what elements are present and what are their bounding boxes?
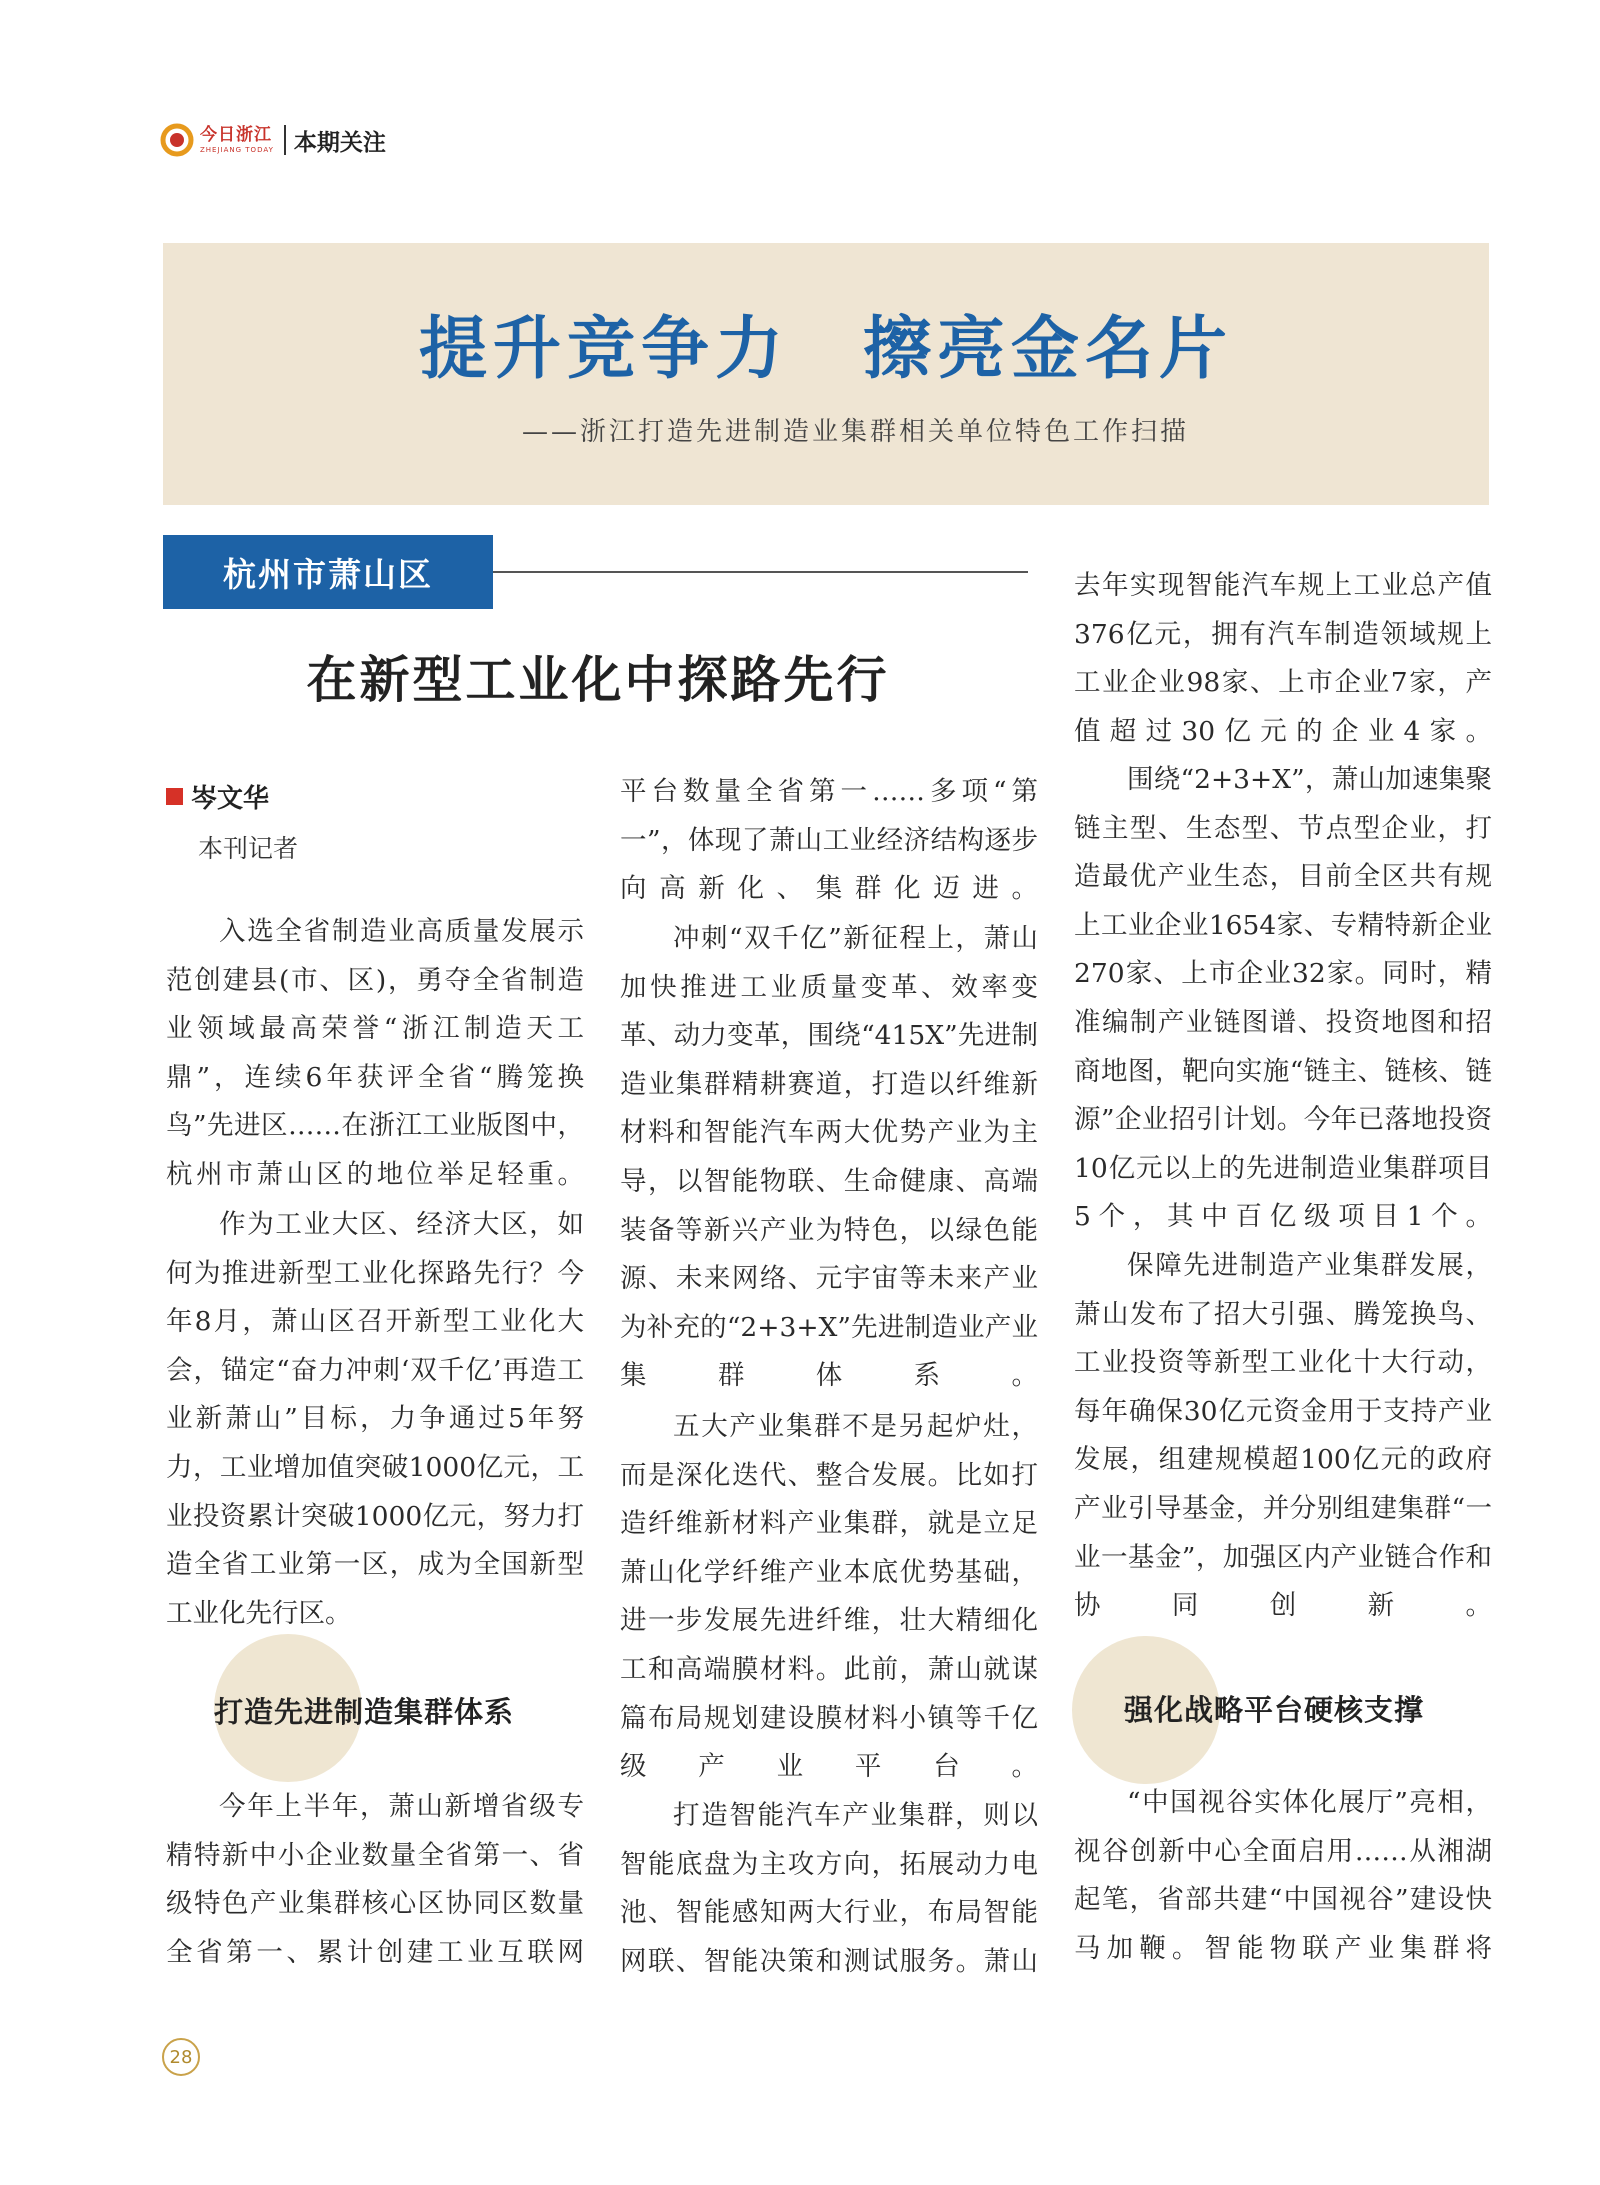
- subheading-2: [1074, 1668, 1504, 1748]
- body-paragraph: 围绕“2+3+X”，萧山加速集聚链主型、生态型、节点型企业，打造最优产业生态，目前全区共有规上工业企业1654家、专精特新企业270家、上市企业32家。同时，精准编制产业链图谱、投资地图和招商地图，靶向实施“链主、链核、链源”企业招引计划。今年已落地投资10亿元以上的先进制造业集群项目5个，其中百亿级项目1个。: [1074, 764, 1492, 1233]
- logo-subtext: ZHEJIANG TODAY: [200, 145, 274, 154]
- subheading-label: 打造先进制造集群体系: [214, 1695, 515, 1729]
- logo-icon: [160, 123, 194, 157]
- author-role: 本刊记者: [198, 834, 299, 863]
- author-marker: [166, 788, 183, 805]
- subheading-1: [166, 1670, 596, 1750]
- magazine-header: [160, 118, 386, 162]
- subheading-label: 强化战略平台硬核支撑: [1124, 1693, 1425, 1727]
- page-number: 28: [162, 2038, 200, 2076]
- body-paragraph: 去年实现智能汽车规上工业总产值376亿元，拥有汽车制造领域规上工业企业98家、上市企业7家，产值超过30亿元的企业4家。: [1074, 570, 1492, 747]
- article-title: 在新型工业化中探路先行: [306, 651, 890, 709]
- logo-wordmark: [200, 124, 274, 154]
- logo-text: 今日浙江: [200, 124, 272, 145]
- body-paragraph: 冲刺“双千亿”新征程上，萧山加快推进工业质量变革、效率变革、动力变革，围绕“415X”先进制造业集群精耕赛道，打造以纤维新材料和智能汽车两大优势产业为主导，以智能物联、生命健康、高端装备等新兴产业为特色，以绿色能源、未来网络、元宇宙等未来产业为补充的“2+3+X”先进制造业产业集群体系。: [620, 923, 1038, 1392]
- body-paragraph: 保障先进制造产业集群发展，萧山发布了招大引强、腾笼换鸟、工业投资等新型工业化十大行动，每年确保30亿元资金用于支持产业发展，组建规模超100亿元的政府产业引导基金，并分别组建集群“一业一基金”，加强区内产业链合作和协同创新。: [1074, 1250, 1492, 1622]
- body-paragraph: 作为工业大区、经济大区，如何为推进新型工业化探路先行？今年8月，萧山区召开新型工业化大会，锚定“奋力冲刺‘双千亿’再造工业新萧山”目标，力争通过5年努力，工业增加值突破1000亿元，工业投资累计突破1000亿元，努力打造全省工业第一区，成为全国新型工业化先行区。: [166, 1209, 584, 1629]
- body-paragraph: 打造智能汽车产业集群，则以智能底盘为主攻方向，拓展动力电池、智能感知两大行业，布局智能网联、智能决策和测试服务。萧山: [620, 1800, 1038, 1977]
- header-divider: [284, 125, 286, 155]
- body-paragraph: “中国视谷实体化展厅”亮相，视谷创新中心全面启用……从湘湖起笔，省部共建“中国视谷”建设快马加鞭。智能物联产业集群将: [1074, 1787, 1492, 1964]
- byline: [166, 778, 298, 865]
- body-paragraph: 五大产业集群不是另起炉灶，而是深化迭代、整合发展。比如打造纤维新材料产业集群，就是立足萧山化学纤维产业本底优势基础，进一步发展先进纤维，壮大精细化工和高端膜材料。此前，萧山就谋篇布局规划建设膜材料小镇等千亿级产业平台。: [620, 1411, 1038, 1783]
- region-tag: 杭州市萧山区: [163, 535, 493, 609]
- body-paragraph: 入选全省制造业高质量发展示范创建县(市、区)，勇夺全省制造业领域最高荣誉“浙江制造天工鼎”，连续6年获评全省“腾笼换鸟”先进区……在浙江工业版图中，杭州市萧山区的地位举足轻重。: [166, 916, 584, 1190]
- author-name: 岑文华: [191, 784, 270, 814]
- title-banner: [163, 243, 1489, 505]
- region-divider: [493, 571, 1028, 573]
- main-title: 提升竞争力 擦亮金名片: [418, 309, 1233, 389]
- body-paragraph: 平台数量全省第一……多项“第一”，体现了萧山工业经济结构逐步向高新化、集群化迈进。: [620, 776, 1038, 905]
- main-subtitle: ——浙江打造先进制造业集群相关单位特色工作扫描: [521, 417, 1189, 447]
- body-paragraph: 今年上半年，萧山新增省级专精特新中小企业数量全省第一、省级特色产业集群核心区协同区数量全省第一、累计创建工业互联网: [166, 1791, 584, 1968]
- section-label: 本期关注: [293, 129, 386, 156]
